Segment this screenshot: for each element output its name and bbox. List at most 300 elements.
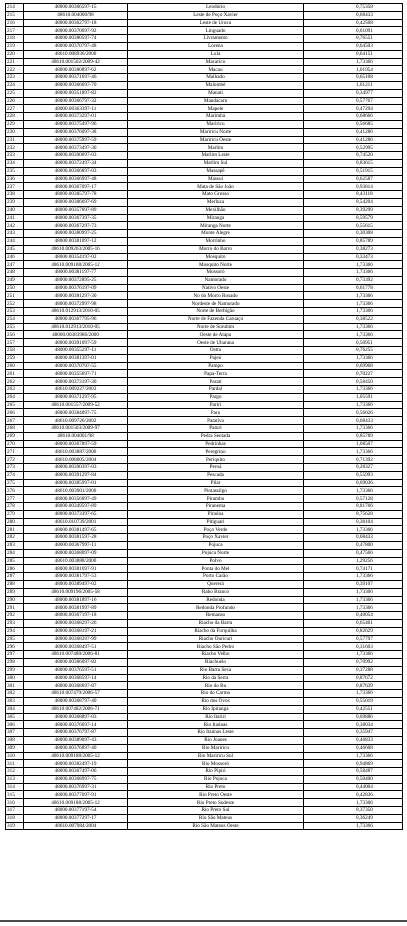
field-name-cell: Periquito <box>128 456 304 464</box>
field-name-cell: Pargo <box>128 393 304 401</box>
row-number-cell: 214 <box>6 4 24 12</box>
process-number-cell: 48000.00368997-75 <box>24 775 128 783</box>
field-name-cell: Quererá <box>128 580 304 588</box>
row-number-cell: 243 <box>6 230 24 238</box>
factor-value-cell: 1,73366 <box>304 596 403 604</box>
row-number-cell: 238 <box>6 191 24 199</box>
factor-value-cell: 0,37350 <box>304 807 403 815</box>
table-row <box>6 783 403 791</box>
process-number-cell: 48000.00383986/2000 <box>24 331 128 339</box>
factor-value-cell: 1,29256 <box>304 557 403 565</box>
factor-value-cell: 0,73392 <box>304 276 403 284</box>
process-number-cell: 48000.00368897-03 <box>24 713 128 721</box>
process-number-cell: 48000.00375997-59 <box>24 136 128 144</box>
field-name-cell: Remanso <box>128 612 304 620</box>
factor-value-cell: 0,31603 <box>304 643 403 651</box>
table-row <box>6 697 403 705</box>
table-row <box>6 386 403 394</box>
process-number-cell: 48000.00366697-70 <box>24 81 128 89</box>
field-name-cell: Rio Itaúnas Leste <box>128 729 304 737</box>
table-row <box>6 222 403 230</box>
process-number-cell: 48610.004000/98 <box>24 11 128 19</box>
field-name-cell: Morro do Barro <box>128 245 304 253</box>
table-row <box>6 58 403 66</box>
row-number-cell: 224 <box>6 81 24 89</box>
field-name-cell: Massapê <box>128 167 304 175</box>
table-row <box>6 331 403 339</box>
table-row <box>6 206 403 214</box>
table-row <box>6 362 403 370</box>
row-number-cell: 247 <box>6 261 24 269</box>
row-number-cell: 264 <box>6 393 24 401</box>
field-name-cell: Pitiguari <box>128 518 304 526</box>
field-name-cell: Massuí <box>128 175 304 183</box>
process-number-cell: 48000.00367397-35 <box>24 214 128 222</box>
row-number-cell: 283 <box>6 541 24 549</box>
row-number-cell: 302 <box>6 690 24 698</box>
field-name-cell: Rio Preto Sul <box>128 807 304 815</box>
row-number-cell: 292 <box>6 612 24 620</box>
process-number-cell: 48000.00376797-87 <box>24 729 128 737</box>
table-row <box>6 214 403 222</box>
field-name-cell: Rio Mariricu <box>128 744 304 752</box>
row-number-cell: 250 <box>6 284 24 292</box>
row-number-cell: 244 <box>6 237 24 245</box>
factor-value-cell: 0,68433 <box>304 417 403 425</box>
field-name-cell: Norte de Surubim <box>128 323 304 331</box>
process-number-cell: 48000.00355297-11 <box>24 347 128 355</box>
table-row <box>6 245 403 253</box>
row-number-cell: 256 <box>6 331 24 339</box>
factor-value-cell: 0,69036 <box>304 479 403 487</box>
page-bottom-rule <box>0 920 407 922</box>
table-row <box>6 612 403 620</box>
process-number-cell: 48000.00385797-78 <box>24 191 128 199</box>
table-row <box>6 230 403 238</box>
process-number-cell: 48000.00390397-03 <box>24 464 128 472</box>
field-name-cell: Mosquito Norte <box>128 261 304 269</box>
field-name-cell: Mato Grosso <box>128 191 304 199</box>
table-row <box>6 682 403 690</box>
field-name-cell: Riacho São Pedro <box>128 643 304 651</box>
factor-value-cell: 1,73366 <box>304 269 403 277</box>
table-row <box>6 144 403 152</box>
row-number-cell: 229 <box>6 120 24 128</box>
table-row <box>6 378 403 386</box>
field-name-cell: Mariricu Norte <box>128 128 304 136</box>
factor-value-cell: 0,68433 <box>304 534 403 542</box>
table-row <box>6 323 403 331</box>
row-number-cell: 315 <box>6 791 24 799</box>
table-row <box>6 510 403 518</box>
factor-value-cell: 0,71392 <box>304 456 403 464</box>
factor-value-cell: 1,73366 <box>304 752 403 760</box>
process-number-cell: 48000.00371697-46 <box>24 74 128 82</box>
process-number-cell: 48000.00349597-89 <box>24 503 128 511</box>
table-row <box>6 261 403 269</box>
field-name-cell: Pojuca Norte <box>128 549 304 557</box>
process-number-cell: 48000.00389097-43 <box>24 736 128 744</box>
process-number-cell: 48610.009263/2005-16 <box>24 245 128 253</box>
table-row <box>6 339 403 347</box>
factor-value-cell: 1,73366 <box>304 331 403 339</box>
factor-value-cell: 0,70992 <box>304 658 403 666</box>
row-number-cell: 316 <box>6 799 24 807</box>
field-name-cell: Pampo <box>128 362 304 370</box>
process-number-cell: 48000.00391097-59 <box>24 339 128 347</box>
row-number-cell: 298 <box>6 658 24 666</box>
table-row <box>6 658 403 666</box>
row-number-cell: 255 <box>6 323 24 331</box>
process-number-cell: 48610.009726/2002 <box>24 417 128 425</box>
row-number-cell: 236 <box>6 175 24 183</box>
process-number-cell: 48000.00368097-09 <box>24 549 128 557</box>
factor-value-cell: 0,57128 <box>304 495 403 503</box>
process-number-cell: 48000.00367997-11 <box>24 541 128 549</box>
field-name-cell: Mossoró <box>128 269 304 277</box>
process-number-cell: 48610.009227/2003 <box>24 386 128 394</box>
row-number-cell: 300 <box>6 674 24 682</box>
factor-value-cell: 1,73366 <box>304 308 403 316</box>
factor-value-cell: 0,41286 <box>304 128 403 136</box>
row-number-cell: 303 <box>6 697 24 705</box>
process-number-cell: 48000.00372997-98 <box>24 300 128 308</box>
row-number-cell: 258 <box>6 347 24 355</box>
factor-value-cell: 0,68433 <box>304 11 403 19</box>
row-number-cell: 227 <box>6 105 24 113</box>
field-name-cell: Rio Preto <box>128 783 304 791</box>
factor-value-cell: 1,73366 <box>304 822 403 830</box>
field-name-cell: Pojuca <box>128 541 304 549</box>
process-number-cell: 48000.00384097-75 <box>24 409 128 417</box>
field-name-cell: Rio Mossoró <box>128 760 304 768</box>
row-number-cell: 216 <box>6 19 24 27</box>
factor-value-cell: 0,54204 <box>304 198 403 206</box>
factor-value-cell: 0,64151 <box>304 50 403 58</box>
process-number-cell: 48000.00366797-32 <box>24 97 128 105</box>
process-number-cell: 48000.00376897-40 <box>24 744 128 752</box>
table-row <box>6 27 403 35</box>
factor-value-cell: 0,55615 <box>304 222 403 230</box>
factor-value-cell: 0,87672 <box>304 674 403 682</box>
row-number-cell: 293 <box>6 619 24 627</box>
process-number-cell: 48000.00367897-59 <box>24 440 128 448</box>
row-number-cell: 312 <box>6 768 24 776</box>
factor-value-cell: 0,38522 <box>304 315 403 323</box>
field-name-cell: Rio da Serra <box>128 674 304 682</box>
table-row <box>6 42 403 50</box>
factor-value-cell: 1,73366 <box>304 292 403 300</box>
factor-value-cell: 0,38273 <box>304 245 403 253</box>
process-number-cell: 48000.00366997-48 <box>24 175 128 183</box>
table-row <box>6 464 403 472</box>
factor-value-cell: 1,73366 <box>304 425 403 433</box>
field-name-cell: Mariricu <box>128 120 304 128</box>
factor-value-cell: 1,73366 <box>304 261 403 269</box>
process-number-cell: 48610.012913/2010-05 <box>24 323 128 331</box>
field-name-cell: Rio Pipiri <box>128 768 304 776</box>
process-number-cell: 48000.00377297-17 <box>24 814 128 822</box>
row-number-cell: 278 <box>6 503 24 511</box>
table-row <box>6 573 403 581</box>
table-row <box>6 66 403 74</box>
fields-table-body <box>6 4 403 830</box>
factor-value-cell: 0,47800 <box>304 541 403 549</box>
table-row <box>6 549 403 557</box>
field-name-cell: Miranga Norte <box>128 222 304 230</box>
factor-value-cell: 0,38034 <box>304 721 403 729</box>
process-number-cell: 48000.00355697-71 <box>24 370 128 378</box>
process-number-cell: 48000.00373197-30 <box>24 378 128 386</box>
process-number-cell: 48000.00367795-96 <box>24 315 128 323</box>
process-number-cell: 48000.00380997-25 <box>24 230 128 238</box>
factor-value-cell: 0,94869 <box>304 760 403 768</box>
process-number-cell: 48610.001503/2009-97 <box>24 425 128 433</box>
row-number-cell: 235 <box>6 167 24 175</box>
factor-value-cell: 0,46608 <box>304 744 403 752</box>
factor-value-cell: 1,73366 <box>304 448 403 456</box>
factor-value-cell: 0,85789 <box>304 237 403 245</box>
row-number-cell: 259 <box>6 354 24 362</box>
field-name-cell: No do Morro Rosado <box>128 292 304 300</box>
table-row <box>6 503 403 511</box>
field-name-cell: Pardal <box>128 386 304 394</box>
table-row <box>6 518 403 526</box>
table-row <box>6 120 403 128</box>
field-name-cell: Miranga <box>128 214 304 222</box>
table-row <box>6 619 403 627</box>
row-number-cell: 261 <box>6 370 24 378</box>
table-row <box>6 534 403 542</box>
factor-value-cell: 0,76551 <box>304 35 403 43</box>
factor-value-cell: 1,61211 <box>304 81 403 89</box>
factor-value-cell: 1,73366 <box>304 401 403 409</box>
factor-value-cell: 0,33473 <box>304 253 403 261</box>
row-number-cell: 240 <box>6 206 24 214</box>
process-number-cell: 48610.009188/2005-12 <box>24 799 128 807</box>
field-name-cell: Livramento <box>128 35 304 43</box>
factor-value-cell: 1,73366 <box>304 573 403 581</box>
factor-value-cell: 1,73366 <box>304 323 403 331</box>
field-name-cell: Rio São Mateus <box>128 814 304 822</box>
factor-value-cell: 0,56685 <box>304 120 403 128</box>
field-name-cell: Leodório <box>128 4 304 12</box>
table-row <box>6 315 403 323</box>
row-number-cell: 265 <box>6 401 24 409</box>
row-number-cell: 225 <box>6 89 24 97</box>
factor-value-cell: 0,40054 <box>304 612 403 620</box>
field-name-cell: Riacho da Forquilha <box>128 627 304 635</box>
process-number-cell: 48000.00376597-51 <box>24 666 128 674</box>
table-row <box>6 752 403 760</box>
table-row <box>6 448 403 456</box>
table-row <box>6 744 403 752</box>
field-name-cell: Mariricu Oeste <box>128 136 304 144</box>
field-name-cell: Riacho da Barra <box>128 619 304 627</box>
table-row <box>6 721 403 729</box>
row-number-cell: 248 <box>6 269 24 277</box>
table-row <box>6 814 403 822</box>
factor-value-cell: 0,47566 <box>304 549 403 557</box>
row-number-cell: 246 <box>6 253 24 261</box>
process-number-cell: 48000.00367097-17 <box>24 183 128 191</box>
row-number-cell: 221 <box>6 58 24 66</box>
process-number-cell: 48000.00389497-02 <box>24 580 128 588</box>
table-row <box>6 191 403 199</box>
process-number-cell: 48000.00363397-11 <box>24 105 128 113</box>
table-row <box>6 300 403 308</box>
row-number-cell: 291 <box>6 604 24 612</box>
table-row <box>6 136 403 144</box>
field-name-cell: Rio do Bu <box>128 682 304 690</box>
table-row <box>6 791 403 799</box>
factor-value-cell: 0,61778 <box>304 284 403 292</box>
factor-value-cell: 0,36249 <box>304 814 403 822</box>
row-number-cell: 260 <box>6 362 24 370</box>
row-number-cell: 217 <box>6 27 24 35</box>
table-row <box>6 479 403 487</box>
table-row <box>6 347 403 355</box>
table-row <box>6 393 403 401</box>
process-number-cell: 48000.00368497-51 <box>24 643 128 651</box>
process-number-cell: 48000.00368597-14 <box>24 674 128 682</box>
factor-value-cell: 0,70227 <box>304 370 403 378</box>
process-number-cell: 48000.00381697-91 <box>24 565 128 573</box>
factor-value-cell: 0,69886 <box>304 713 403 721</box>
table-row <box>6 4 403 12</box>
table-row <box>6 495 403 503</box>
row-number-cell: 314 <box>6 783 24 791</box>
table-row <box>6 557 403 565</box>
process-number-cell: 48000.00376997-31 <box>24 783 128 791</box>
row-number-cell: 269 <box>6 432 24 440</box>
table-row <box>6 11 403 19</box>
field-name-cell: Poço Verde <box>128 526 304 534</box>
table-row <box>6 487 403 495</box>
row-number-cell: 263 <box>6 386 24 394</box>
field-name-cell: Pedrinhas <box>128 440 304 448</box>
row-number-cell: 239 <box>6 198 24 206</box>
factor-value-cell: 0,37288 <box>304 666 403 674</box>
process-number-cell: 48000.00372895-25 <box>24 276 128 284</box>
table-row <box>6 596 403 604</box>
process-number-cell: 48000.00381997-89 <box>24 604 128 612</box>
row-number-cell: 230 <box>6 128 24 136</box>
factor-value-cell: 0,50400 <box>304 775 403 783</box>
field-name-cell: Poço Xavier <box>128 534 304 542</box>
table-row <box>6 74 403 82</box>
table-row <box>6 588 403 596</box>
table-row <box>6 526 403 534</box>
row-number-cell: 241 <box>6 214 24 222</box>
row-number-cell: 280 <box>6 518 24 526</box>
process-number-cell: 48000.00385997-01 <box>24 479 128 487</box>
table-row <box>6 370 403 378</box>
field-name-cell: Redonda <box>128 596 304 604</box>
field-name-cell: Riachuelo <box>128 658 304 666</box>
row-number-cell: 310 <box>6 752 24 760</box>
row-number-cell: 305 <box>6 713 24 721</box>
table-row <box>6 760 403 768</box>
process-number-cell: 48000.00368297-26 <box>24 619 128 627</box>
process-number-cell: 48610.001557/2009-52 <box>24 401 128 409</box>
field-name-cell: Pedra Sentada <box>128 432 304 440</box>
process-number-cell: 48000.00357697-89 <box>24 206 128 214</box>
process-number-cell: 48000.00377197-54 <box>24 807 128 815</box>
process-number-cell: 48000.00386697-69 <box>24 198 128 206</box>
row-number-cell: 266 <box>6 409 24 417</box>
field-name-cell: Leste de Poço Xavier <box>128 11 304 19</box>
field-name-cell: Rio Itaúnas <box>128 721 304 729</box>
field-name-cell: Pintassilgo <box>128 487 304 495</box>
field-name-cell: Mosquito <box>128 253 304 261</box>
factor-value-cell: 0,51915 <box>304 167 403 175</box>
field-name-cell: Marlim Leste <box>128 152 304 160</box>
factor-value-cell: 0,61091 <box>304 27 403 35</box>
process-number-cell: 48000.00368397-99 <box>24 635 128 643</box>
table-row <box>6 604 403 612</box>
row-number-cell: 228 <box>6 113 24 121</box>
process-number-cell: 48000.00390097-03 <box>24 152 128 160</box>
table-row <box>6 89 403 97</box>
process-number-cell: 48000.00386097-82 <box>24 658 128 666</box>
process-number-cell: 48000.00367297-73 <box>24 222 128 230</box>
factor-value-cell: 1,73366 <box>304 526 403 534</box>
process-number-cell: 48000.00381097-12 <box>24 237 128 245</box>
row-number-cell: 237 <box>6 183 24 191</box>
table-row <box>6 643 403 651</box>
factor-value-cell: 0,65108 <box>304 74 403 82</box>
factor-value-cell: 0,55993 <box>304 471 403 479</box>
row-number-cell: 218 <box>6 35 24 43</box>
row-number-cell: 318 <box>6 814 24 822</box>
field-name-cell: Rio Itariri <box>128 713 304 721</box>
factor-value-cell: 0,47294 <box>304 105 403 113</box>
field-name-cell: Polvo <box>128 557 304 565</box>
field-name-cell: Nordeste de Namorado <box>128 300 304 308</box>
row-number-cell: 254 <box>6 315 24 323</box>
process-number-cell: 48000.00375497-96 <box>24 120 128 128</box>
process-number-cell: 48000.00382497-19 <box>24 760 128 768</box>
field-name-cell: Monte Alegre <box>128 230 304 238</box>
process-number-cell: 48000.00354197-02 <box>24 253 128 261</box>
factor-value-cell: 0,57797 <box>304 635 403 643</box>
process-number-cell: 48000.00371297-95 <box>24 393 128 401</box>
factor-value-cell: 0,68666 <box>304 113 403 121</box>
factor-value-cell: 0,42836 <box>304 791 403 799</box>
row-number-cell: 279 <box>6 510 24 518</box>
field-name-cell: Oeste de Atapu <box>128 331 304 339</box>
factor-value-cell: 1,73366 <box>304 300 403 308</box>
field-name-cell: Rio Mariricu Sul <box>128 752 304 760</box>
field-name-cell: Marimbá <box>128 113 304 121</box>
table-row <box>6 635 403 643</box>
row-number-cell: 220 <box>6 50 24 58</box>
table-row <box>6 81 403 89</box>
field-name-cell: Peregrino <box>128 448 304 456</box>
process-number-cell: 48000.00366597-15 <box>24 4 128 12</box>
factor-value-cell: 0,58487 <box>304 768 403 776</box>
table-row <box>6 674 403 682</box>
field-name-cell: Paturi <box>128 425 304 433</box>
factor-value-cell: 0,42508 <box>304 19 403 27</box>
table-row <box>6 292 403 300</box>
row-number-cell: 306 <box>6 721 24 729</box>
table-row <box>6 167 403 175</box>
field-name-cell: Piraúna <box>128 510 304 518</box>
table-row <box>6 580 403 588</box>
process-number-cell: 48610.012913/2010-05 <box>24 308 128 316</box>
